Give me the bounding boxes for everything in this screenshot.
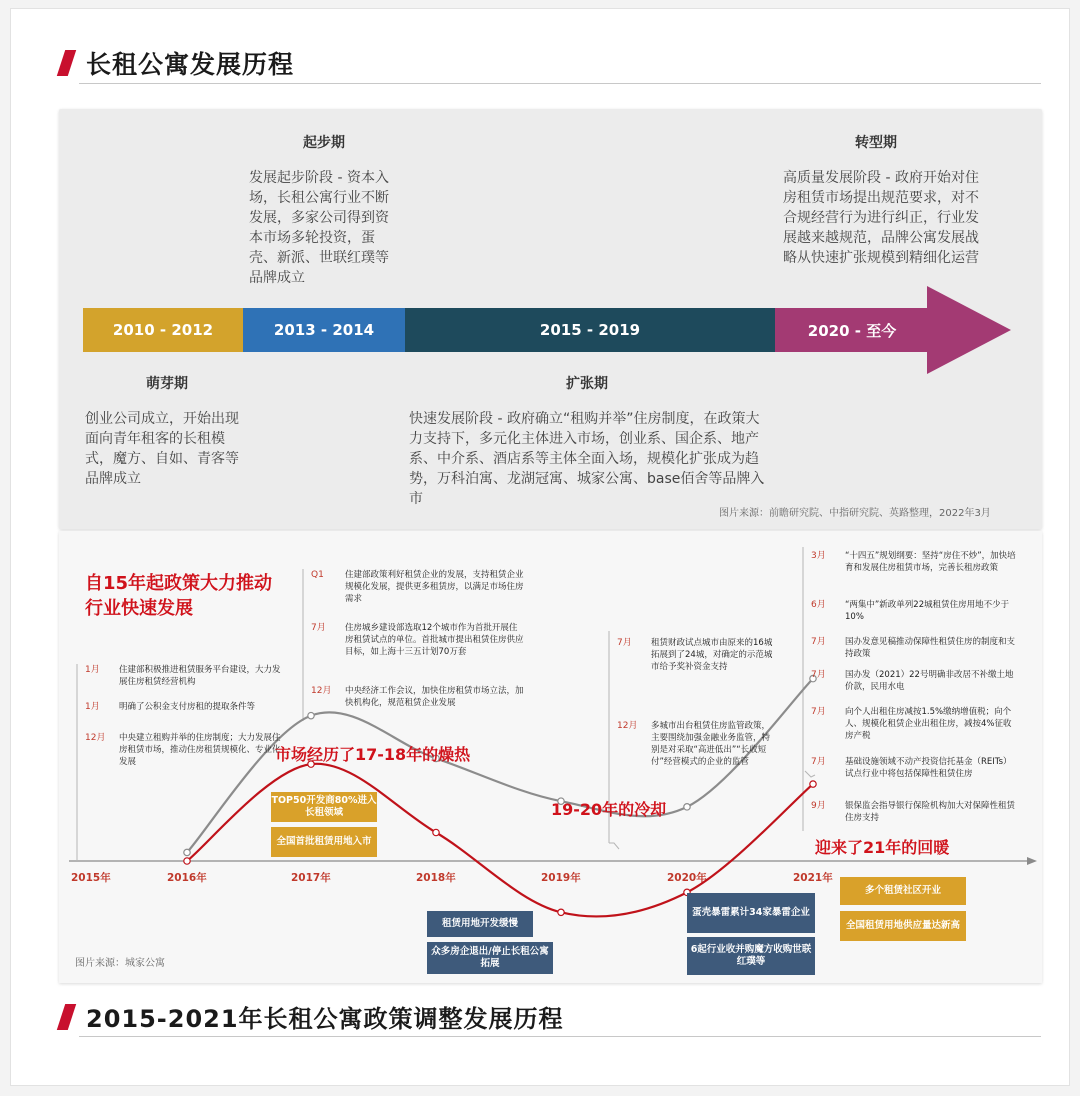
x-tick-label: 2019年 <box>541 872 581 884</box>
timeline-source: 图片来源：前瞻研究院、中指研究院、英路整理，2022年3月 <box>719 508 991 519</box>
box-label: 租赁用地开发缓慢 <box>441 918 518 929</box>
box-industry-mergers <box>687 937 815 975</box>
segment-label: 2010 - 2012 <box>112 321 214 339</box>
section1-rule <box>79 83 1041 84</box>
series-point <box>308 712 314 718</box>
event-text: “十四五”规划纲要：坚持“房住不炒”，加快培育和发展住房租赁市场，完善长租房政策 <box>845 551 1016 573</box>
section2-header <box>61 999 564 1034</box>
title-accent-bar <box>57 50 76 76</box>
event-2020-1 <box>617 637 777 685</box>
timeline-segment-2013 <box>243 308 405 352</box>
box-rental-communities-open <box>840 877 966 905</box>
event-month: 3月 <box>811 551 826 561</box>
event-month: 12月 <box>85 733 106 743</box>
event-month: 1月 <box>85 702 100 712</box>
event-text: 住建部积极推进租赁服务平台建设，大力发展住房租赁经营机构 <box>119 665 281 687</box>
event-2016-3 <box>85 732 285 768</box>
event-2021-7 <box>811 800 1021 824</box>
series-point <box>558 909 564 915</box>
event-2021-1 <box>811 550 1021 586</box>
event-month: 7月 <box>811 757 826 767</box>
event-month: Q1 <box>311 570 324 580</box>
event-text: 多城市出台租赁住房监管政策，主要围绕加强金融业务监管，特别是对采取“高进低出”“长收短付”经营模式的企业的监管 <box>651 721 771 767</box>
event-text: 中央建立租购并举的住房制度；大力发展住房租赁市场，推动住房租赁规模化、专业化发展 <box>119 733 281 767</box>
timeline-arrow-head-icon <box>927 286 1013 374</box>
series-point <box>684 804 690 810</box>
phase-desc-zhuanxing: 高质量发展阶段 - 政府开始对住房租赁市场提出规范要求，对不合规经营行为进行纠正，行业发展越来越规范，品牌公寓发展战略从快速扩张规模到精细化运营 <box>783 170 979 266</box>
phase-desc-mengya: 创业公司成立，开始出现面向青年租客的长租模式，魔方、自如、青客等品牌成立 <box>85 411 239 487</box>
event-month: 7月 <box>811 670 826 680</box>
event-2017-3 <box>311 685 526 709</box>
phase-name-qibu: 起步期 <box>303 135 345 151</box>
event-2020-2 <box>617 720 777 780</box>
box-label: 全国首批租赁用地入市 <box>276 836 372 847</box>
x-tick-label: 2020年 <box>667 872 707 884</box>
timeline-segment-2015 <box>405 308 775 352</box>
segment-label: 2013 - 2014 <box>273 321 375 339</box>
x-tick-label: 2018年 <box>416 872 456 884</box>
event-text: 住建部政策利好租赁企业的发展，支持租赁企业规模化发展，提供更多租赁房，以满足市场住房需求 <box>345 570 524 604</box>
box-label: 多个租赁社区开业 <box>864 885 941 896</box>
timeline-segment-2010 <box>83 308 243 352</box>
event-2021-5 <box>811 706 1021 742</box>
callout-heat: 市场经历了17-18年的燥热 <box>275 745 471 764</box>
chart-headline: 自15年起政策大力推动行业快速发展 <box>85 573 273 619</box>
event-2017-2 <box>311 622 526 670</box>
page <box>10 8 1070 1086</box>
event-month: 1月 <box>85 665 100 675</box>
event-2021-2 <box>811 599 1021 623</box>
section2-rule <box>79 1036 1041 1037</box>
event-month: 12月 <box>617 721 638 731</box>
box-label: 众多房企退出/停止长租公寓拓展 <box>431 946 549 969</box>
event-2021-4 <box>811 669 1021 693</box>
event-text: 明确了公积金支付房租的提取条件等 <box>119 702 256 712</box>
box-label: 6起行业收并购魔方收购世联红璞等 <box>690 944 812 967</box>
box-label: 全国租赁用地供应量达新高 <box>845 920 960 931</box>
series-point <box>184 858 190 864</box>
event-2021-6 <box>811 756 1021 792</box>
event-text: “两集中”新政单列22城租赁住房用地不少于10% <box>845 600 1010 622</box>
x-axis-arrow-icon <box>1027 857 1037 865</box>
box-top50-developers <box>271 792 377 822</box>
phase-desc-kuozhang: 快速发展阶段 - 政府确立“租购并举”住房制度，在政策大力支持下，多元化主体进入市场，创业系、国企系、地产系、中介系、酒店系等主体全面入场，规模化扩张成为趋势，万科泊寓、龙湖冠寓、城家公寓、base佰舍等品牌入市 <box>409 411 765 507</box>
box-rental-land-record <box>840 911 966 941</box>
phase-name-kuozhang: 扩张期 <box>566 376 608 392</box>
x-tick-label: 2021年 <box>793 872 833 884</box>
x-tick-label: 2015年 <box>71 872 111 884</box>
phase-desc-qibu: 发展起步阶段 - 资本入场，长租公寓行业不断发展，多家公司得到资本市场多轮投资，蛋壳、新派、世联红璞等品牌成立 <box>249 170 389 286</box>
x-tick-label: 2016年 <box>167 872 207 884</box>
chart-source: 图片来源：城家公寓 <box>75 958 165 969</box>
event-text: 国办发意见稿推动保障性租赁住房的制度和支持政策 <box>845 637 1016 659</box>
event-month: 7月 <box>811 707 826 717</box>
event-guide-line <box>609 843 619 849</box>
series-point <box>433 829 439 835</box>
phase-name-mengya: 萌芽期 <box>146 376 188 392</box>
event-2016-1 <box>85 664 285 688</box>
event-2016-2 <box>85 701 285 715</box>
callout-warm: 迎来了21年的回暖 <box>815 838 950 857</box>
event-month: 7月 <box>311 623 326 633</box>
box-developers-exit <box>427 942 553 974</box>
event-month: 6月 <box>811 600 826 610</box>
policy-chart-panel <box>59 531 1042 983</box>
series-point <box>184 849 190 855</box>
timeline-segment-2020 <box>775 308 929 352</box>
event-month: 12月 <box>311 686 332 696</box>
box-first-rental-land <box>271 827 377 857</box>
phase-name-zhuanxing: 转型期 <box>855 135 897 151</box>
segment-label: 2015 - 2019 <box>539 321 641 339</box>
section1-header <box>61 45 294 81</box>
title-accent-bar <box>57 1004 76 1030</box>
callout-cool: 19-20年的冷却 <box>551 800 667 819</box>
segment-label: 2020 - 至今 <box>807 321 897 340</box>
section1-title: 长租公寓发展历程 <box>86 50 295 79</box>
section2-title: 2015-2021年长租公寓政策调整发展历程 <box>86 1005 564 1033</box>
event-text: 基础设施领域不动产投资信托基金（REITs）试点行业中将包括保障性租赁住房 <box>845 757 1012 779</box>
event-text: 银保监会指导银行保险机构加大对保障性租赁住房支持 <box>845 801 1016 823</box>
event-text: 中央经济工作会议，加快住房租赁市场立法，加快机构化，规范租赁企业发展 <box>345 686 524 708</box>
event-text: 租赁财政试点城市由原来的16城拓展到了24城，对确定的示范城市给予奖补资金支持 <box>651 638 773 672</box>
x-tick-label: 2017年 <box>291 872 331 884</box>
event-text: 住房城乡建设部选取12个城市作为首批开展住房租赁试点的单位。首批城市提出租赁住房供应目标，如上海十三五计划70万套 <box>345 623 524 657</box>
event-month: 9月 <box>811 801 826 811</box>
box-danke-collapse <box>687 893 815 933</box>
event-month: 7月 <box>811 637 826 647</box>
event-month: 7月 <box>617 638 632 648</box>
box-label: 蛋壳暴雷累计34家暴雷企业 <box>692 907 810 918</box>
event-2021-3 <box>811 636 1021 660</box>
timeline-panel <box>59 109 1042 529</box>
event-text: 向个人出租住房减按1.5%缴纳增值税；向个人、规模化租赁企业出租住房，减按4%征收房产税 <box>845 707 1012 741</box>
box-slow-rental-land <box>427 911 533 937</box>
event-text: 国办发（2021）22号明确非改居不补缴土地价款，民用水电 <box>845 670 1014 692</box>
event-2017-1 <box>311 569 526 605</box>
box-label: TOP50开发商80%进入长租领域 <box>271 795 377 818</box>
